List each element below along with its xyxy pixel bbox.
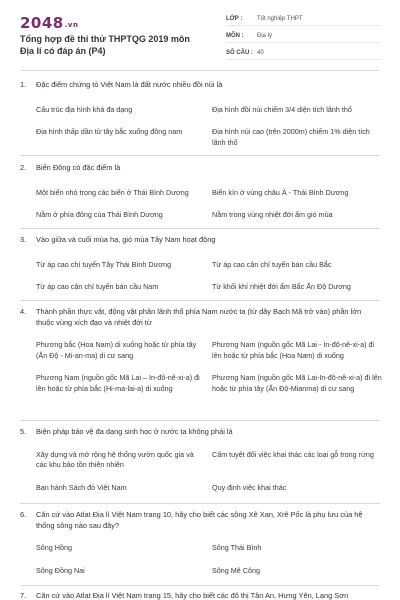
answer-option[interactable]: Phương Nam (nguồn gốc Mã Lai - In-đô-nê-xi-a) đi lên hoặc từ phía bắc (Hoa Nam) di xuống [212,340,375,360]
answer-option[interactable]: Phương bắc (Hoa Nam) di xuống hoặc từ phía tây (Ấn Độ - Mi-an-ma) di cư sang [36,340,197,360]
answer-option[interactable]: Từ khối khí nhiệt đới ẩm Bắc Ấn Độ Dương [212,282,351,291]
answer-option[interactable]: Phương Nam (nguồn gốc Mã Lai-In-đô-nê-xi-a) đi lên hoặc từ phía tây (Ấn Độ-Mianma) di cư sang [212,373,382,393]
question-2 [20,163,380,227]
question-1 [20,80,380,154]
question-number: 3. [20,235,27,244]
divider [20,420,380,421]
meta-value: 40 [257,49,264,56]
meta-key: SỐ CÂU : [226,49,253,56]
answer-option[interactable]: Từ áp cao chí tuyến Tây Thái Bình Dương [36,259,172,269]
question-number: 1. [20,80,27,89]
question-text: Căn cứ vào Atlat Địa lí Việt Nam trang 15, hãy cho biết các đô thị Tân An, Hưng Yên, Lạng Sơn [36,591,349,600]
answer-option[interactable]: Sông Hồng [36,543,72,552]
answer-option[interactable]: Nằm trong vùng nhiệt đới ẩm gió mùa [212,210,333,219]
site-logo[interactable] [20,14,78,32]
question-text: Biển Đông có đặc điểm là [36,163,121,172]
divider [20,70,380,71]
divider [20,228,380,229]
question-number: 4. [20,307,27,316]
answer-option[interactable]: Quy định việc khai thác [212,482,287,492]
answer-option[interactable]: Địa hình núi cao (trên 2000m) chiếm 1% diện tích lãnh thổ [212,127,370,147]
answer-option[interactable]: Sông Thái Bình [212,543,262,552]
divider [20,300,380,301]
answer-option[interactable]: Từ áp cao cận chí tuyến bán cầu Bắc [212,259,332,269]
answer-option[interactable]: Cấu trúc địa hình khá đa dạng [36,104,133,114]
question-text: Vào giữa và cuối mùa hạ, gió mùa Tây Nam hoạt động [36,235,216,244]
document-meta [226,12,380,63]
document-title: Tổng hợp đề thi thử THPTQG 2019 môn Địa lí có đáp án (P4) [20,34,190,56]
brand-main: 2048 [20,14,64,32]
answer-option[interactable]: Nằm ở phía đông của Thái Bình Dương [36,210,163,219]
meta-value: Tốt nghiệp THPT [257,15,303,22]
question-text: Thành phần thực vật, động vật phân lãnh thổ phía Nam nước ta (từ dãy Bạch Mã trở vào) phần lớn thuộc vùng xích đạo và nhiệt đới từ [36,307,362,327]
answer-option[interactable]: Biển kín ở vùng châu Á - Thái Bình Dương [212,187,349,197]
question-text: Căn cứ vào Atlat Địa lí Việt Nam trang 10, hãy cho biết các sông Xê Xan, Xrê Pốc là phụ lưu của hệ thống sông nào sau đây? [36,510,363,530]
meta-value: Địa lý [257,32,273,39]
divider [20,503,380,504]
answer-option[interactable]: Địa hình đồi núi chiếm 3/4 diện tích lãnh thổ [212,104,352,114]
question-6 [20,510,380,582]
answer-option[interactable]: Phương Nam (nguồn gốc Mã Lai – In-đô-nê-xi-a) đi lên hoặc từ phía bắc (Hi-ma-lai-a) di xuống [36,373,200,393]
question-5 [20,427,380,499]
question-text: Biện pháp bảo vệ đa dạng sinh học ở nước ta không phải là [36,427,233,436]
divider [20,585,380,586]
meta-subject-row [226,29,380,43]
answer-option[interactable]: Một biển nhỏ trong các biển ở Thái Bình Dương [36,187,189,197]
answer-option[interactable]: Sông Mê Công [212,565,260,575]
answer-option[interactable]: Địa hình thấp dần từ tây bắc xuống đông nam [36,127,183,136]
question-number: 6. [20,510,27,519]
question-number: 7. [20,591,27,600]
divider [20,155,380,156]
question-7 [20,591,380,600]
meta-count-row [226,46,380,60]
answer-option[interactable]: Sông Đồng Nai [36,565,85,575]
question-text: Đặc điểm chứng tỏ Việt Nam là đất nước nhiều đồi núi là [36,80,223,89]
answer-option[interactable]: Cấm tuyệt đối việc khai thác các loại gỗ trong rừng [212,449,374,459]
meta-key: LỚP : [226,15,243,22]
question-number: 2. [20,163,27,172]
answer-option[interactable]: Từ áp cao cận chí tuyến bán cầu Nam [36,282,159,291]
question-number: 5. [20,427,27,436]
answer-option[interactable]: Ban hành Sách đỏ Việt Nam [36,482,127,492]
brand-sub: .vn [64,21,79,29]
question-4 [20,307,380,400]
meta-class-row [226,12,380,26]
meta-key: MÔN : [226,32,244,39]
answer-option[interactable]: Xây dựng và mở rộng hệ thống vườn quốc gia và các khu bảo tồn thiên nhiên [36,449,194,469]
question-3 [20,235,380,299]
page-header [0,0,400,64]
